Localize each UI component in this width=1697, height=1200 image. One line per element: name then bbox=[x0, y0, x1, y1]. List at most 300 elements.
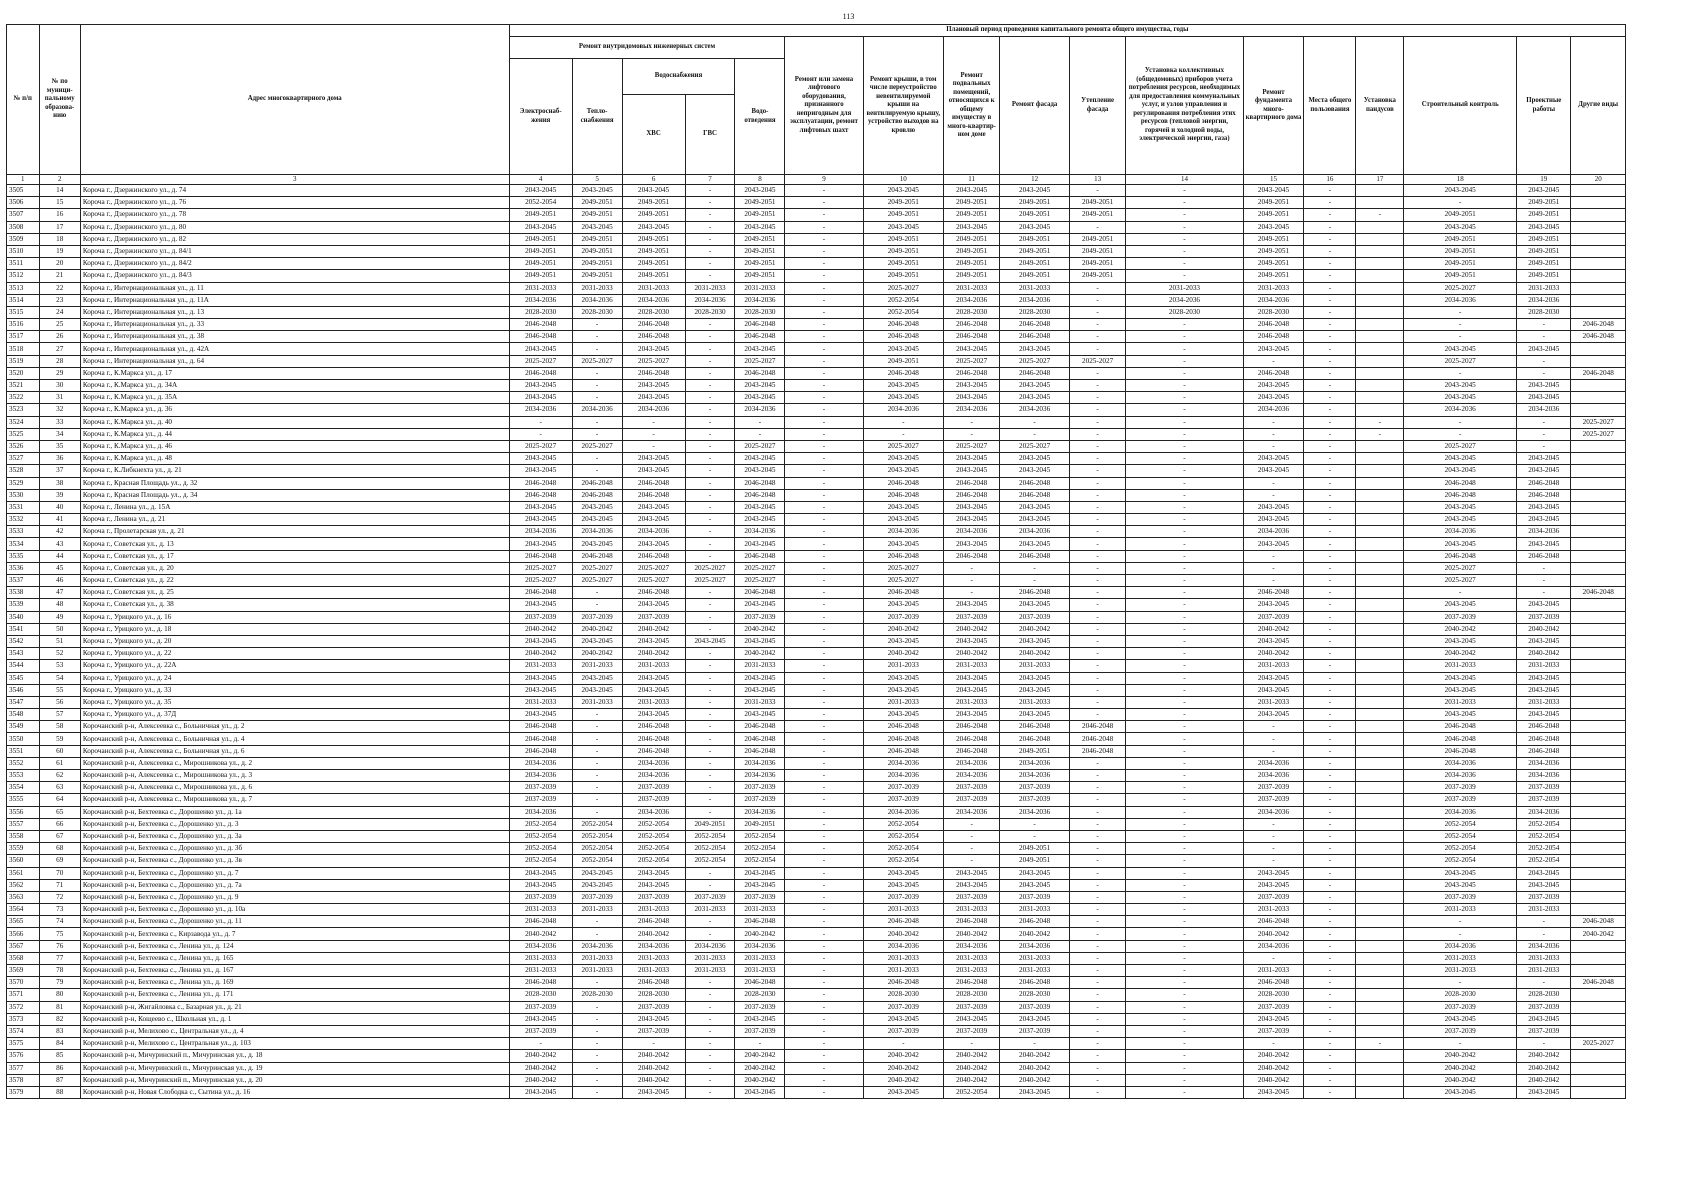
table-row bbox=[7, 453, 1626, 465]
period-cell: - bbox=[785, 879, 863, 891]
period-cell: 2052-2054 bbox=[572, 855, 622, 867]
period-cell: 2043-2045 bbox=[622, 1013, 685, 1025]
period-cell bbox=[1571, 599, 1626, 611]
period-cell: - bbox=[1126, 1050, 1243, 1062]
municipal-number: 25 bbox=[39, 319, 80, 331]
municipal-number: 70 bbox=[39, 867, 80, 879]
period-cell: - bbox=[1069, 611, 1125, 623]
period-cell: 2037-2039 bbox=[863, 611, 943, 623]
municipal-number: 67 bbox=[39, 830, 80, 842]
period-cell bbox=[1571, 465, 1626, 477]
period-cell: - bbox=[1069, 916, 1125, 928]
period-cell: 2046-2048 bbox=[943, 331, 999, 343]
period-cell: - bbox=[1243, 562, 1304, 574]
period-cell: - bbox=[572, 1001, 622, 1013]
table-row bbox=[7, 270, 1626, 282]
period-cell: - bbox=[1069, 806, 1125, 818]
period-cell: - bbox=[1000, 428, 1069, 440]
row-number: 3519 bbox=[7, 355, 40, 367]
period-cell: 2043-2045 bbox=[1243, 1086, 1304, 1098]
period-cell: 2043-2045 bbox=[863, 514, 943, 526]
row-number: 3571 bbox=[7, 989, 40, 1001]
period-cell: 2049-2051 bbox=[735, 245, 785, 257]
period-cell: - bbox=[785, 721, 863, 733]
period-cell: - bbox=[943, 428, 999, 440]
period-cell: 2043-2045 bbox=[509, 453, 572, 465]
period-cell: 2046-2048 bbox=[1571, 916, 1626, 928]
address-cell: Корочанский р-н, Алексеевка с., Больничная ул., д. 6 bbox=[80, 745, 509, 757]
period-cell bbox=[1356, 916, 1404, 928]
table-row bbox=[7, 879, 1626, 891]
period-cell: 2028-2030 bbox=[735, 989, 785, 1001]
period-cell: 2046-2048 bbox=[509, 745, 572, 757]
period-cell: 2046-2048 bbox=[622, 721, 685, 733]
period-cell: - bbox=[1243, 489, 1304, 501]
period-cell bbox=[1356, 501, 1404, 513]
period-cell: 2046-2048 bbox=[863, 319, 943, 331]
period-cell: - bbox=[1304, 380, 1356, 392]
period-cell: - bbox=[1069, 221, 1125, 233]
period-cell: 2034-2036 bbox=[1000, 770, 1069, 782]
row-number: 3566 bbox=[7, 928, 40, 940]
header-address: Адрес многоквартирного дома bbox=[80, 25, 509, 175]
period-cell: 2046-2048 bbox=[863, 477, 943, 489]
period-cell bbox=[1571, 745, 1626, 757]
period-cell: 2031-2033 bbox=[1517, 904, 1571, 916]
period-cell: 2043-2045 bbox=[943, 380, 999, 392]
period-cell: - bbox=[785, 245, 863, 257]
period-cell: - bbox=[685, 453, 735, 465]
header-other: Другие виды bbox=[1571, 37, 1626, 175]
municipal-number: 54 bbox=[39, 672, 80, 684]
period-cell: - bbox=[785, 575, 863, 587]
period-cell: - bbox=[1243, 1038, 1304, 1050]
period-cell: - bbox=[1126, 380, 1243, 392]
address-cell: Корочанский р-н, Бехтеевка с., Ленина ул., д. 169 bbox=[80, 977, 509, 989]
period-cell bbox=[1356, 453, 1404, 465]
period-cell bbox=[1356, 965, 1404, 977]
period-cell: 2043-2045 bbox=[509, 392, 572, 404]
address-cell: Короча г., Дзержинского ул., д. 84/1 bbox=[80, 245, 509, 257]
municipal-number: 19 bbox=[39, 245, 80, 257]
period-cell: 2025-2027 bbox=[622, 575, 685, 587]
period-cell: 2040-2042 bbox=[863, 928, 943, 940]
address-cell: Короча г., Урицкого ул., д. 18 bbox=[80, 623, 509, 635]
period-cell: 2031-2033 bbox=[1000, 282, 1069, 294]
period-cell: 2043-2045 bbox=[1404, 709, 1517, 721]
period-cell: 2034-2036 bbox=[735, 806, 785, 818]
period-cell: 2043-2045 bbox=[943, 453, 999, 465]
period-cell: 2040-2042 bbox=[1404, 1074, 1517, 1086]
period-cell: - bbox=[685, 1086, 735, 1098]
period-cell: 2034-2036 bbox=[863, 806, 943, 818]
period-cell: - bbox=[1304, 891, 1356, 903]
period-cell: 2040-2042 bbox=[863, 623, 943, 635]
period-cell: 2046-2048 bbox=[1243, 367, 1304, 379]
period-cell: 2031-2033 bbox=[735, 660, 785, 672]
row-number: 3508 bbox=[7, 221, 40, 233]
period-cell: - bbox=[685, 684, 735, 696]
period-cell bbox=[1571, 952, 1626, 964]
period-cell: - bbox=[785, 416, 863, 428]
period-cell: - bbox=[685, 197, 735, 209]
period-cell: - bbox=[509, 1038, 572, 1050]
header-construction-control: Строительный контроль bbox=[1404, 37, 1517, 175]
period-cell: 2046-2048 bbox=[622, 367, 685, 379]
period-cell: 2043-2045 bbox=[572, 635, 622, 647]
period-cell: - bbox=[1126, 538, 1243, 550]
column-number: 19 bbox=[1517, 175, 1571, 185]
period-cell: 2028-2030 bbox=[1517, 306, 1571, 318]
period-cell: 2025-2027 bbox=[863, 562, 943, 574]
period-cell: 2034-2036 bbox=[509, 940, 572, 952]
period-cell: - bbox=[572, 1038, 622, 1050]
municipal-number: 31 bbox=[39, 392, 80, 404]
period-cell: - bbox=[1243, 477, 1304, 489]
column-number: 7 bbox=[685, 175, 735, 185]
row-number: 3538 bbox=[7, 587, 40, 599]
municipal-number: 61 bbox=[39, 757, 80, 769]
table-row bbox=[7, 294, 1626, 306]
table-row bbox=[7, 891, 1626, 903]
period-cell: 2037-2039 bbox=[943, 1025, 999, 1037]
period-cell: 2043-2045 bbox=[572, 538, 622, 550]
period-cell: 2040-2042 bbox=[1571, 928, 1626, 940]
period-cell: - bbox=[1069, 843, 1125, 855]
period-cell: 2046-2048 bbox=[735, 977, 785, 989]
period-cell: 2025-2027 bbox=[685, 562, 735, 574]
period-cell: - bbox=[1304, 1086, 1356, 1098]
period-cell: 2025-2027 bbox=[1404, 562, 1517, 574]
address-cell: Короча г., Интернациональная ул., д. 11 bbox=[80, 282, 509, 294]
period-cell: - bbox=[1069, 757, 1125, 769]
period-cell: 2040-2042 bbox=[735, 1062, 785, 1074]
period-cell: - bbox=[1000, 575, 1069, 587]
period-cell: - bbox=[685, 477, 735, 489]
period-cell: - bbox=[1304, 575, 1356, 587]
period-cell: 2049-2051 bbox=[509, 233, 572, 245]
period-cell: - bbox=[1069, 319, 1125, 331]
period-cell: - bbox=[1069, 782, 1125, 794]
period-cell: - bbox=[1069, 428, 1125, 440]
municipal-number: 80 bbox=[39, 989, 80, 1001]
period-cell: 2043-2045 bbox=[1243, 343, 1304, 355]
period-cell: - bbox=[1304, 343, 1356, 355]
table-row bbox=[7, 770, 1626, 782]
period-cell bbox=[1571, 660, 1626, 672]
period-cell: 2034-2036 bbox=[943, 757, 999, 769]
period-cell: - bbox=[1356, 209, 1404, 221]
period-cell: 2025-2027 bbox=[1404, 575, 1517, 587]
row-number: 3526 bbox=[7, 440, 40, 452]
period-cell: 2034-2036 bbox=[622, 526, 685, 538]
period-cell: 2025-2027 bbox=[735, 355, 785, 367]
municipal-number: 24 bbox=[39, 306, 80, 318]
municipal-number: 82 bbox=[39, 1013, 80, 1025]
period-cell: - bbox=[1304, 233, 1356, 245]
period-cell: 2037-2039 bbox=[735, 1001, 785, 1013]
row-number: 3548 bbox=[7, 709, 40, 721]
address-cell: Корочанский р-н, Мичуринский п., Мичуринская ул., д. 20 bbox=[80, 1074, 509, 1086]
period-cell: - bbox=[785, 891, 863, 903]
period-cell: - bbox=[1126, 806, 1243, 818]
column-number: 8 bbox=[735, 175, 785, 185]
period-cell: - bbox=[785, 733, 863, 745]
period-cell bbox=[1571, 1074, 1626, 1086]
period-cell: 2043-2045 bbox=[1404, 672, 1517, 684]
period-cell: - bbox=[685, 696, 735, 708]
period-cell bbox=[1571, 623, 1626, 635]
table-row bbox=[7, 209, 1626, 221]
address-cell: Короча г., Дзержинского ул., д. 84/3 bbox=[80, 270, 509, 282]
period-cell: - bbox=[1126, 392, 1243, 404]
period-cell: - bbox=[685, 1013, 735, 1025]
municipal-number: 49 bbox=[39, 611, 80, 623]
period-cell: 2043-2045 bbox=[735, 709, 785, 721]
period-cell: 2049-2051 bbox=[1000, 245, 1069, 257]
address-cell: Корочанский р-н, Бехтеевка с., Дорошенко ул., д. 1а bbox=[80, 806, 509, 818]
table-row bbox=[7, 562, 1626, 574]
period-cell: 2031-2033 bbox=[685, 965, 735, 977]
period-cell: 2034-2036 bbox=[685, 294, 735, 306]
period-cell: 2046-2048 bbox=[863, 367, 943, 379]
period-cell: 2037-2039 bbox=[509, 891, 572, 903]
header-engineering: Ремонт внутридомовых инженерных систем bbox=[509, 37, 785, 59]
period-cell: - bbox=[1243, 440, 1304, 452]
period-cell: 2037-2039 bbox=[1000, 794, 1069, 806]
period-cell: - bbox=[1304, 319, 1356, 331]
row-number: 3578 bbox=[7, 1074, 40, 1086]
row-number: 3536 bbox=[7, 562, 40, 574]
municipal-number: 62 bbox=[39, 770, 80, 782]
period-cell: - bbox=[943, 843, 999, 855]
period-cell: - bbox=[1126, 623, 1243, 635]
period-cell: 2049-2051 bbox=[1517, 233, 1571, 245]
period-cell: 2049-2051 bbox=[1404, 258, 1517, 270]
period-cell: - bbox=[1126, 489, 1243, 501]
table-row bbox=[7, 575, 1626, 587]
period-cell: 2043-2045 bbox=[1243, 380, 1304, 392]
period-cell: - bbox=[1304, 855, 1356, 867]
period-cell: 2052-2054 bbox=[1517, 830, 1571, 842]
period-cell: 2043-2045 bbox=[1517, 538, 1571, 550]
period-cell: - bbox=[685, 745, 735, 757]
period-cell bbox=[1571, 294, 1626, 306]
table-row bbox=[7, 1086, 1626, 1098]
period-cell: 2037-2039 bbox=[1000, 611, 1069, 623]
period-cell: 2043-2045 bbox=[1000, 221, 1069, 233]
period-cell: 2049-2051 bbox=[943, 209, 999, 221]
table-row bbox=[7, 867, 1626, 879]
period-cell bbox=[1356, 1050, 1404, 1062]
period-cell: - bbox=[1069, 416, 1125, 428]
period-cell: 2046-2048 bbox=[509, 916, 572, 928]
period-cell: - bbox=[1304, 197, 1356, 209]
header-drain: Водо-отведения bbox=[735, 59, 785, 175]
period-cell: - bbox=[1243, 952, 1304, 964]
period-cell: 2046-2048 bbox=[622, 916, 685, 928]
period-cell: 2037-2039 bbox=[863, 891, 943, 903]
table-row bbox=[7, 514, 1626, 526]
address-cell: Корочанский р-н, Бехтеевка с., Кирзавода ул., д. 7 bbox=[80, 928, 509, 940]
municipal-number: 15 bbox=[39, 197, 80, 209]
period-cell bbox=[1571, 197, 1626, 209]
period-cell: 2043-2045 bbox=[509, 599, 572, 611]
period-cell: 2052-2054 bbox=[622, 843, 685, 855]
period-cell: 2046-2048 bbox=[943, 489, 999, 501]
period-cell: 2043-2045 bbox=[1404, 599, 1517, 611]
period-cell: - bbox=[685, 806, 735, 818]
period-cell: - bbox=[785, 611, 863, 623]
table-row bbox=[7, 258, 1626, 270]
municipal-number: 53 bbox=[39, 660, 80, 672]
header-roof: Ремонт крыши, в том числе переустройство невентилируемой крыши на вентилируемую крышу, устройство выходов на кровлю bbox=[863, 37, 943, 175]
period-cell: 2046-2048 bbox=[1571, 319, 1626, 331]
period-cell: 2046-2048 bbox=[863, 331, 943, 343]
address-cell: Корочанский р-н, Мелихово с., Центральная ул., д. 103 bbox=[80, 1038, 509, 1050]
period-cell: - bbox=[1126, 684, 1243, 696]
period-cell: 2049-2051 bbox=[1000, 197, 1069, 209]
period-cell: 2034-2036 bbox=[1517, 770, 1571, 782]
address-cell: Короча г., Красная Площадь ул., д. 32 bbox=[80, 477, 509, 489]
period-cell: 2040-2042 bbox=[509, 648, 572, 660]
period-cell: 2049-2051 bbox=[1517, 270, 1571, 282]
period-cell: 2049-2051 bbox=[572, 197, 622, 209]
period-cell: - bbox=[685, 245, 735, 257]
period-cell: - bbox=[1126, 916, 1243, 928]
period-cell: 2034-2036 bbox=[1000, 940, 1069, 952]
row-number: 3579 bbox=[7, 1086, 40, 1098]
column-number: 15 bbox=[1243, 175, 1304, 185]
row-number: 3514 bbox=[7, 294, 40, 306]
period-cell: 2046-2048 bbox=[622, 331, 685, 343]
header-meters: Установка коллективных (общедомовых) приборов учета потребления ресурсов, необходимых для предоставления коммунальных услуг, и узлов управления и регулирования потребления этих ресурсов (тепловой энергии, горячей и холодной воды, электрической энергии, газа) bbox=[1126, 37, 1243, 175]
period-cell bbox=[1356, 331, 1404, 343]
period-cell bbox=[1571, 794, 1626, 806]
header-foundation: Ремонт фундамента много-квартирного дома bbox=[1243, 37, 1304, 175]
period-cell: - bbox=[1243, 721, 1304, 733]
period-cell: - bbox=[1404, 928, 1517, 940]
period-cell: 2034-2036 bbox=[863, 940, 943, 952]
municipal-number: 65 bbox=[39, 806, 80, 818]
period-cell: 2043-2045 bbox=[1517, 453, 1571, 465]
period-cell: 2037-2039 bbox=[863, 782, 943, 794]
period-cell: 2031-2033 bbox=[509, 660, 572, 672]
municipal-number: 27 bbox=[39, 343, 80, 355]
period-cell: - bbox=[1069, 501, 1125, 513]
period-cell: 2031-2033 bbox=[735, 282, 785, 294]
period-cell: 2046-2048 bbox=[1243, 331, 1304, 343]
municipal-number: 58 bbox=[39, 721, 80, 733]
period-cell: - bbox=[572, 1050, 622, 1062]
period-cell: - bbox=[572, 928, 622, 940]
period-cell: - bbox=[785, 562, 863, 574]
address-cell: Короча г., К.Маркса ул., д. 35А bbox=[80, 392, 509, 404]
period-cell: 2049-2051 bbox=[1517, 245, 1571, 257]
municipal-number: 28 bbox=[39, 355, 80, 367]
period-cell: - bbox=[1069, 526, 1125, 538]
period-cell: 2046-2048 bbox=[622, 319, 685, 331]
period-cell: - bbox=[943, 562, 999, 574]
period-cell: 2043-2045 bbox=[1243, 501, 1304, 513]
period-cell: - bbox=[1126, 635, 1243, 647]
period-cell: - bbox=[1069, 940, 1125, 952]
period-cell: 2040-2042 bbox=[943, 1050, 999, 1062]
period-cell: 2028-2030 bbox=[943, 306, 999, 318]
period-cell: 2049-2051 bbox=[622, 245, 685, 257]
period-cell: 2040-2042 bbox=[1243, 648, 1304, 660]
period-cell: - bbox=[943, 416, 999, 428]
period-cell: 2031-2033 bbox=[622, 952, 685, 964]
period-cell: 2043-2045 bbox=[622, 672, 685, 684]
period-cell: 2031-2033 bbox=[863, 965, 943, 977]
period-cell: 2037-2039 bbox=[943, 1001, 999, 1013]
period-cell: - bbox=[572, 721, 622, 733]
period-cell: 2043-2045 bbox=[943, 684, 999, 696]
period-cell: - bbox=[1404, 1038, 1517, 1050]
address-cell: Корочанский р-н, Кощеево с., Школьная ул., д. 1 bbox=[80, 1013, 509, 1025]
municipal-number: 35 bbox=[39, 440, 80, 452]
period-cell: 2049-2051 bbox=[509, 245, 572, 257]
period-cell: - bbox=[785, 367, 863, 379]
period-cell: - bbox=[1126, 209, 1243, 221]
period-cell: 2034-2036 bbox=[509, 404, 572, 416]
period-cell: 2028-2030 bbox=[1517, 989, 1571, 1001]
column-number: 4 bbox=[509, 175, 572, 185]
period-cell: - bbox=[1517, 928, 1571, 940]
period-cell: - bbox=[1069, 550, 1125, 562]
municipal-number: 45 bbox=[39, 562, 80, 574]
municipal-number: 18 bbox=[39, 233, 80, 245]
period-cell: 2034-2036 bbox=[1243, 526, 1304, 538]
period-cell: - bbox=[1304, 806, 1356, 818]
period-cell: 2040-2042 bbox=[1517, 648, 1571, 660]
address-cell: Короча г., Урицкого ул., д. 22А bbox=[80, 660, 509, 672]
period-cell: 2031-2033 bbox=[1404, 904, 1517, 916]
municipal-number: 56 bbox=[39, 696, 80, 708]
row-number: 3517 bbox=[7, 331, 40, 343]
period-cell: 2043-2045 bbox=[1000, 599, 1069, 611]
period-cell: - bbox=[1517, 355, 1571, 367]
period-cell: - bbox=[1304, 367, 1356, 379]
period-cell bbox=[1356, 514, 1404, 526]
period-cell: 2043-2045 bbox=[1404, 1013, 1517, 1025]
period-cell bbox=[1356, 489, 1404, 501]
period-cell bbox=[1356, 770, 1404, 782]
period-cell: 2034-2036 bbox=[1517, 294, 1571, 306]
period-cell: 2037-2039 bbox=[1404, 782, 1517, 794]
period-cell: 2031-2033 bbox=[735, 965, 785, 977]
period-cell: 2043-2045 bbox=[572, 185, 622, 197]
period-cell: - bbox=[1304, 1062, 1356, 1074]
period-cell: 2043-2045 bbox=[1243, 221, 1304, 233]
period-cell: 2046-2048 bbox=[622, 587, 685, 599]
period-cell: - bbox=[1069, 696, 1125, 708]
period-cell: 2052-2054 bbox=[572, 830, 622, 842]
period-cell: 2043-2045 bbox=[943, 709, 999, 721]
period-cell: 2043-2045 bbox=[1517, 635, 1571, 647]
period-cell: 2046-2048 bbox=[1069, 721, 1125, 733]
period-cell: 2037-2039 bbox=[1404, 891, 1517, 903]
period-cell: - bbox=[1069, 489, 1125, 501]
period-cell: 2046-2048 bbox=[943, 319, 999, 331]
period-cell: - bbox=[1126, 355, 1243, 367]
period-cell: - bbox=[685, 660, 735, 672]
period-cell: - bbox=[785, 1086, 863, 1098]
municipal-number: 29 bbox=[39, 367, 80, 379]
period-cell: 2040-2042 bbox=[1000, 1062, 1069, 1074]
period-cell: - bbox=[1126, 416, 1243, 428]
